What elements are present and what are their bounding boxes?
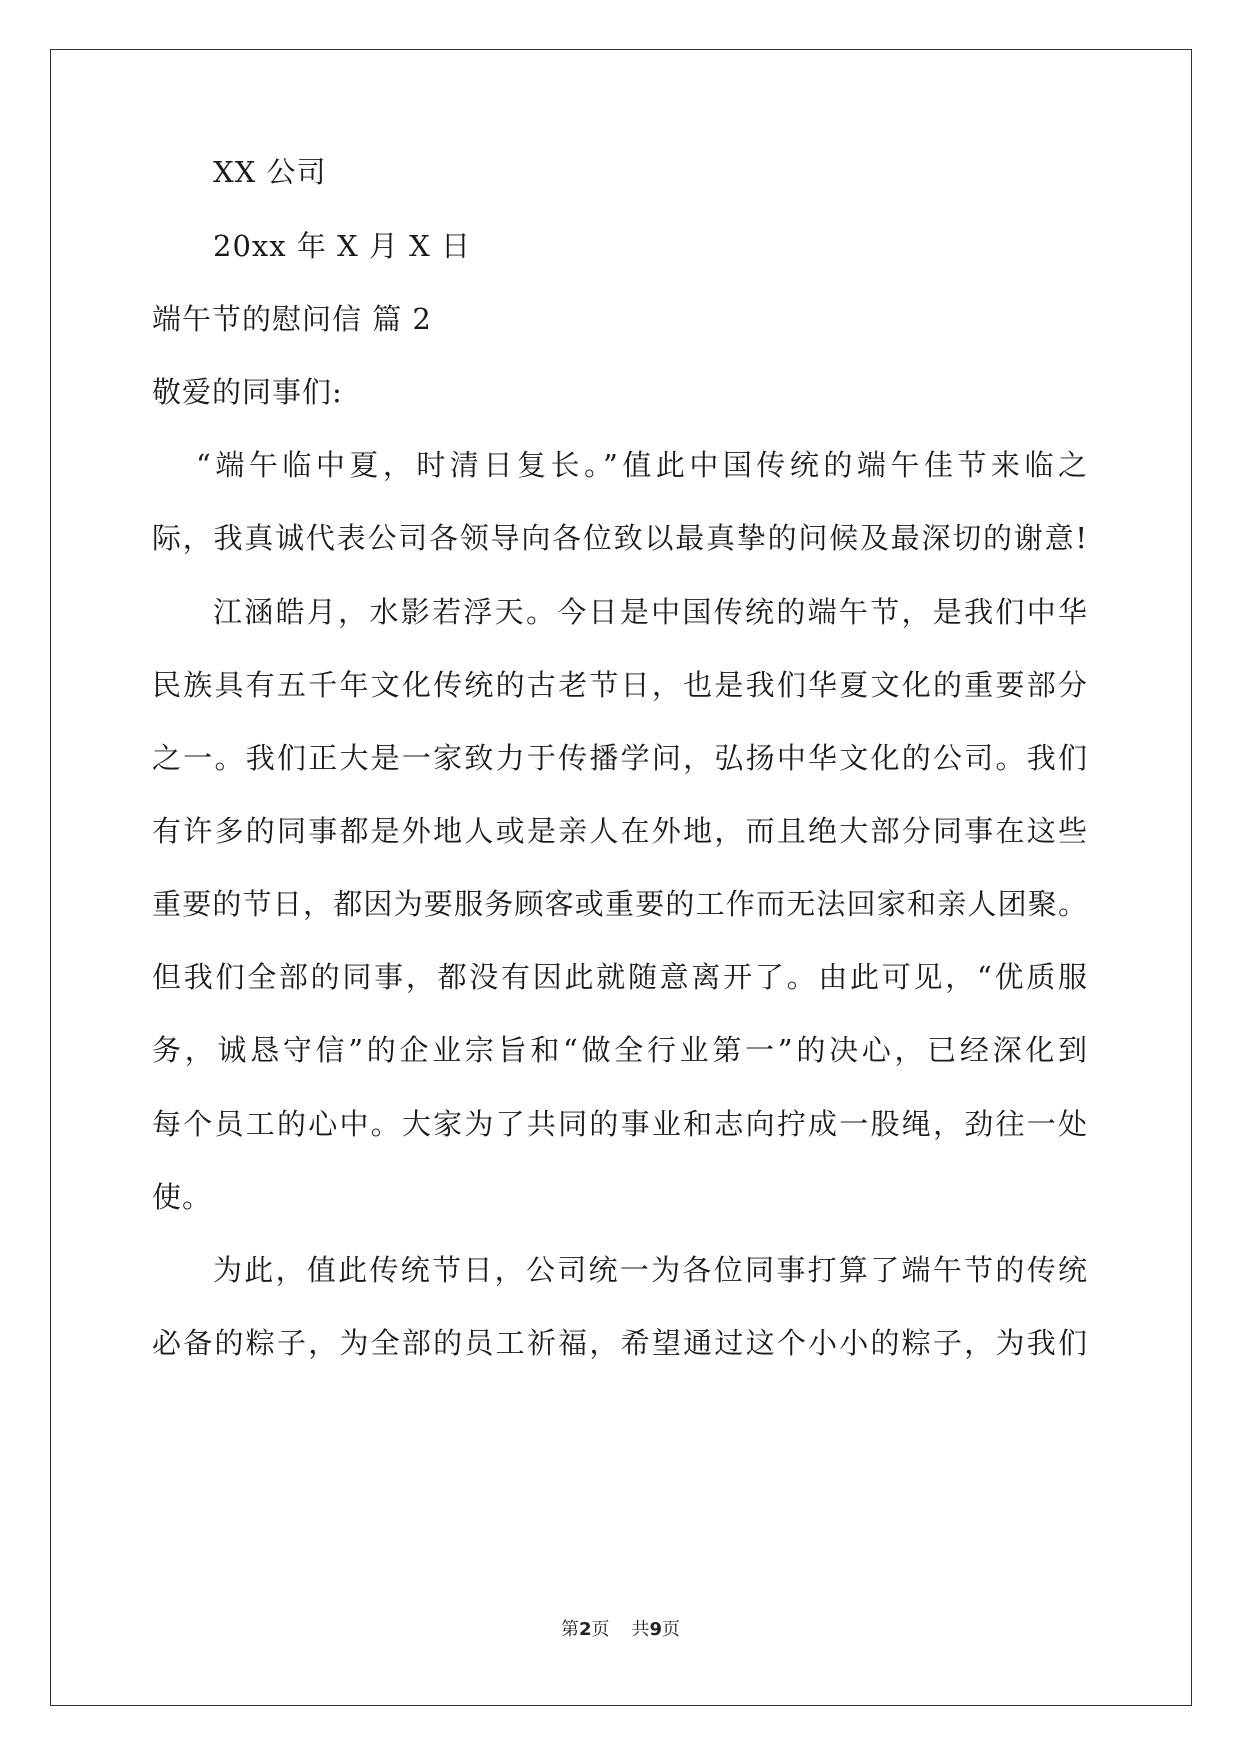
page-suffix: 页 xyxy=(591,1619,610,1640)
paragraph-2-line-3: 之一。我们正大是一家致力于传播学问，弘扬中华文化的公司。我们 xyxy=(152,741,1087,775)
section-title: 端午节的慰问信 篇 2 xyxy=(152,302,432,336)
paragraph-2-line-5: 重要的节日，都因为要服务顾客或重要的工作而无法回家和亲人团聚。 xyxy=(152,887,1087,921)
page-total: 9 xyxy=(649,1619,663,1640)
page-prefix: 第 xyxy=(560,1619,579,1640)
paragraph-3-line-2: 必备的粽子，为全部的员工祈福，希望通过这个小小的粽子，为我们 xyxy=(152,1326,1087,1360)
salutation: 敬爱的同事们: xyxy=(152,375,343,409)
paragraph-2-line-9: 使。 xyxy=(152,1180,213,1214)
paragraph-2-line-6: 但我们全部的同事，都没有因此就随意离开了。由此可见，“优质服 xyxy=(152,960,1087,994)
paragraph-1-line-1: “端午临中夏，时清日复长。”值此中国传统的端午佳节来临之 xyxy=(196,448,1087,482)
total-suffix: 页 xyxy=(662,1619,681,1640)
page-footer xyxy=(0,1618,1241,1642)
page-border xyxy=(50,49,1192,1706)
paragraph-1-line-2: 际，我真诚代表公司各领导向各位致以最真挚的问候及最深切的谢意! xyxy=(152,521,1087,555)
signature-company: XX 公司 xyxy=(213,155,327,189)
signature-date: 20xx 年 X 月 X 日 xyxy=(213,229,471,263)
total-prefix: 共 xyxy=(631,1619,650,1640)
paragraph-2-line-7: 务，诚恳守信”的企业宗旨和“做全行业第一”的决心，已经深化到 xyxy=(152,1033,1087,1067)
paragraph-2-line-2: 民族具有五千年文化传统的古老节日，也是我们华夏文化的重要部分 xyxy=(152,668,1087,702)
paragraph-2-line-1: 江涵皓月，水影若浮天。今日是中国传统的端午节，是我们中华 xyxy=(213,595,1087,629)
paragraph-3-line-1: 为此，值此传统节日，公司统一为各位同事打算了端午节的传统 xyxy=(213,1253,1087,1287)
paragraph-2-line-4: 有许多的同事都是外地人或是亲人在外地，而且绝大部分同事在这些 xyxy=(152,814,1087,848)
paragraph-2-line-8: 每个员工的心中。大家为了共同的事业和志向拧成一股绳，劲往一处 xyxy=(152,1107,1087,1141)
page-current: 2 xyxy=(578,1619,592,1640)
